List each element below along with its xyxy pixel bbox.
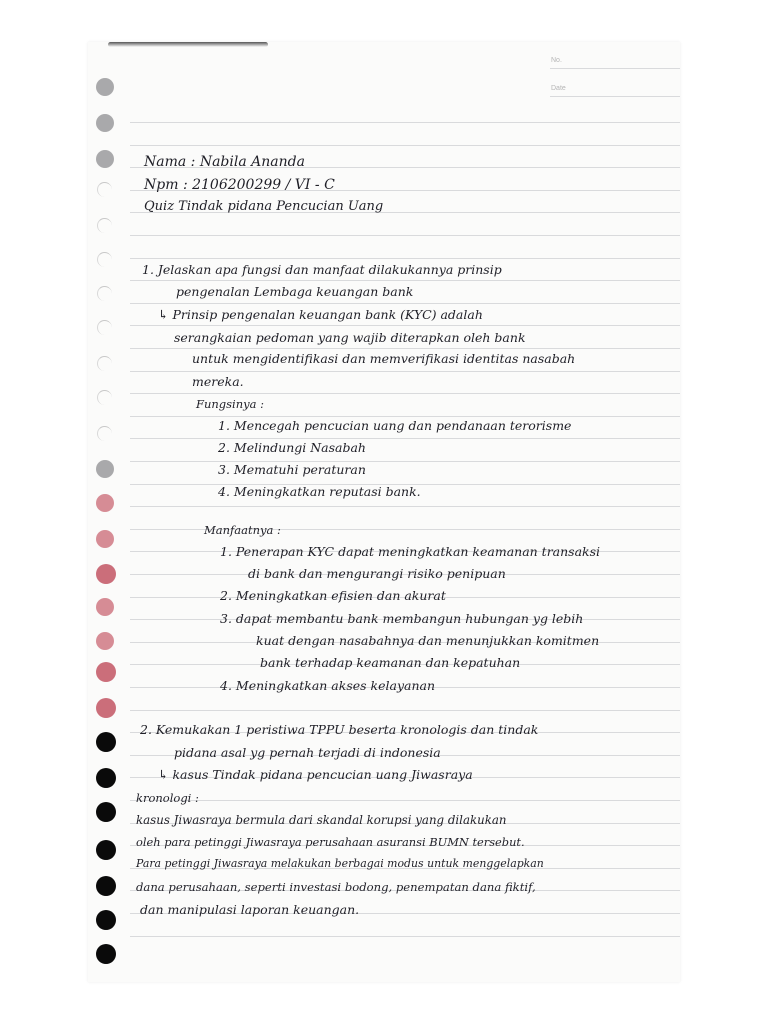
binder-hole	[97, 182, 112, 197]
quiz-title: Quiz Tindak pidana Pencucian Uang	[144, 199, 384, 214]
binder-hole	[96, 78, 114, 96]
ruled-line	[130, 506, 680, 507]
binder-hole	[96, 460, 114, 478]
binder-hole	[97, 252, 112, 267]
binder-hole	[97, 426, 112, 441]
ruled-line	[130, 325, 680, 326]
ruled-line	[130, 710, 680, 711]
manfaat-item-4: 4. Meningkatkan akses kelayanan	[220, 678, 436, 693]
answer-1-line-1: ↳ Prinsip pengenalan keuangan bank (KYC) adalah	[158, 307, 483, 322]
binder-hole	[97, 356, 112, 371]
kronologi-line-2: oleh para petinggi Jiwasraya perusahaan asuransi BUMN tersebut.	[136, 835, 525, 849]
student-name: Nama : Nabila Ananda	[144, 154, 305, 170]
ruled-line	[130, 303, 680, 304]
page-top-shadow	[108, 42, 268, 47]
binder-hole	[96, 698, 116, 718]
binder-hole	[96, 662, 116, 682]
manfaat-item-2: 2. Meningkatkan efisien dan akurat	[220, 588, 446, 603]
manfaat-item-3-cont-1: kuat dengan nasabahnya dan menunjukkan komitmen	[256, 633, 600, 648]
manfaat-item-3: 3. dapat membantu bank membangun hubungan yg lebih	[220, 611, 584, 626]
binder-hole	[97, 286, 112, 301]
ruled-line	[130, 936, 680, 937]
binder-hole	[96, 114, 114, 132]
binder-hole	[96, 150, 114, 168]
manfaat-item-1-cont: di bank dan mengurangi risiko penipuan	[248, 566, 506, 581]
answer-1-line-4: mereka.	[192, 374, 244, 389]
ruled-line	[130, 371, 680, 372]
binder-hole	[96, 768, 116, 788]
ruled-line	[130, 145, 680, 146]
ruled-line	[130, 800, 680, 801]
ruled-line	[130, 122, 680, 123]
binder-hole	[96, 564, 116, 584]
fungsi-item-1: 1. Mencegah pencucian uang dan pendanaan terorisme	[218, 418, 572, 433]
binder-hole	[96, 944, 116, 964]
manfaat-title: Manfaatnya :	[204, 523, 281, 537]
kronologi-line-4: dana perusahaan, seperti investasi bodong, penempatan dana fiktif,	[136, 880, 536, 894]
kronologi-line-5: dan manipulasi laporan keuangan.	[140, 902, 360, 917]
ruled-line	[130, 393, 680, 394]
ruled-line	[130, 348, 680, 349]
header-rule	[550, 96, 680, 97]
date-label: Date	[551, 85, 566, 92]
ruled-line	[130, 416, 680, 417]
binder-hole	[96, 910, 116, 930]
question-2-line-2: pidana asal yg pernah terjadi di indonesia	[174, 745, 441, 760]
binder-hole	[96, 802, 116, 822]
answer-1-line-3: untuk mengidentifikasi dan memverifikasi identitas nasabah	[192, 351, 576, 366]
binder-hole	[96, 598, 114, 616]
ruled-line	[130, 258, 680, 259]
kronologi-title: kronologi :	[136, 791, 199, 805]
no-label: No.	[551, 57, 562, 64]
kronologi-line-3: Para petinggi Jiwasraya melakukan berbagai modus untuk menggelapkan	[136, 857, 544, 870]
ruled-line	[130, 461, 680, 462]
student-npm: Npm : 2106200299 / VI - C	[144, 177, 335, 193]
question-2-line-1: 2. Kemukakan 1 peristiwa TPPU beserta kronologis dan tindak	[140, 722, 539, 737]
header-rule	[550, 68, 680, 69]
question-1-line-2: pengenalan Lembaga keuangan bank	[176, 284, 414, 299]
binder-hole	[96, 494, 114, 512]
answer-2-line-1: ↳ kasus Tindak pidana pencucian uang Jiwasraya	[158, 767, 473, 782]
manfaat-item-3-cont-2: bank terhadap keamanan dan kepatuhan	[260, 655, 521, 670]
ruled-line	[130, 438, 680, 439]
fungsi-item-3: 3. Mematuhi peraturan	[218, 462, 366, 477]
notebook-page	[88, 42, 680, 982]
ruled-line	[130, 280, 680, 281]
answer-1-line-2: serangkaian pedoman yang wajib diterapkan oleh bank	[174, 330, 526, 345]
fungsi-item-4: 4. Meningkatkan reputasi bank.	[218, 484, 421, 499]
binder-hole	[97, 320, 112, 335]
binder-hole	[96, 732, 116, 752]
binder-hole	[97, 218, 112, 233]
binder-hole	[96, 530, 114, 548]
binder-hole	[96, 876, 116, 896]
ruled-line	[130, 235, 680, 236]
fungsi-item-2: 2. Melindungi Nasabah	[218, 440, 366, 455]
binder-hole	[96, 840, 116, 860]
question-1-line-1: 1. Jelaskan apa fungsi dan manfaat dilakukannya prinsip	[142, 262, 502, 277]
kronologi-line-1: kasus Jiwasraya bermula dari skandal korupsi yang dilakukan	[136, 813, 507, 827]
binder-hole	[96, 632, 114, 650]
fungsi-title: Fungsinya :	[196, 397, 265, 411]
manfaat-item-1: 1. Penerapan KYC dapat meningkatkan keamanan transaksi	[220, 544, 601, 559]
binder-hole	[97, 390, 112, 405]
